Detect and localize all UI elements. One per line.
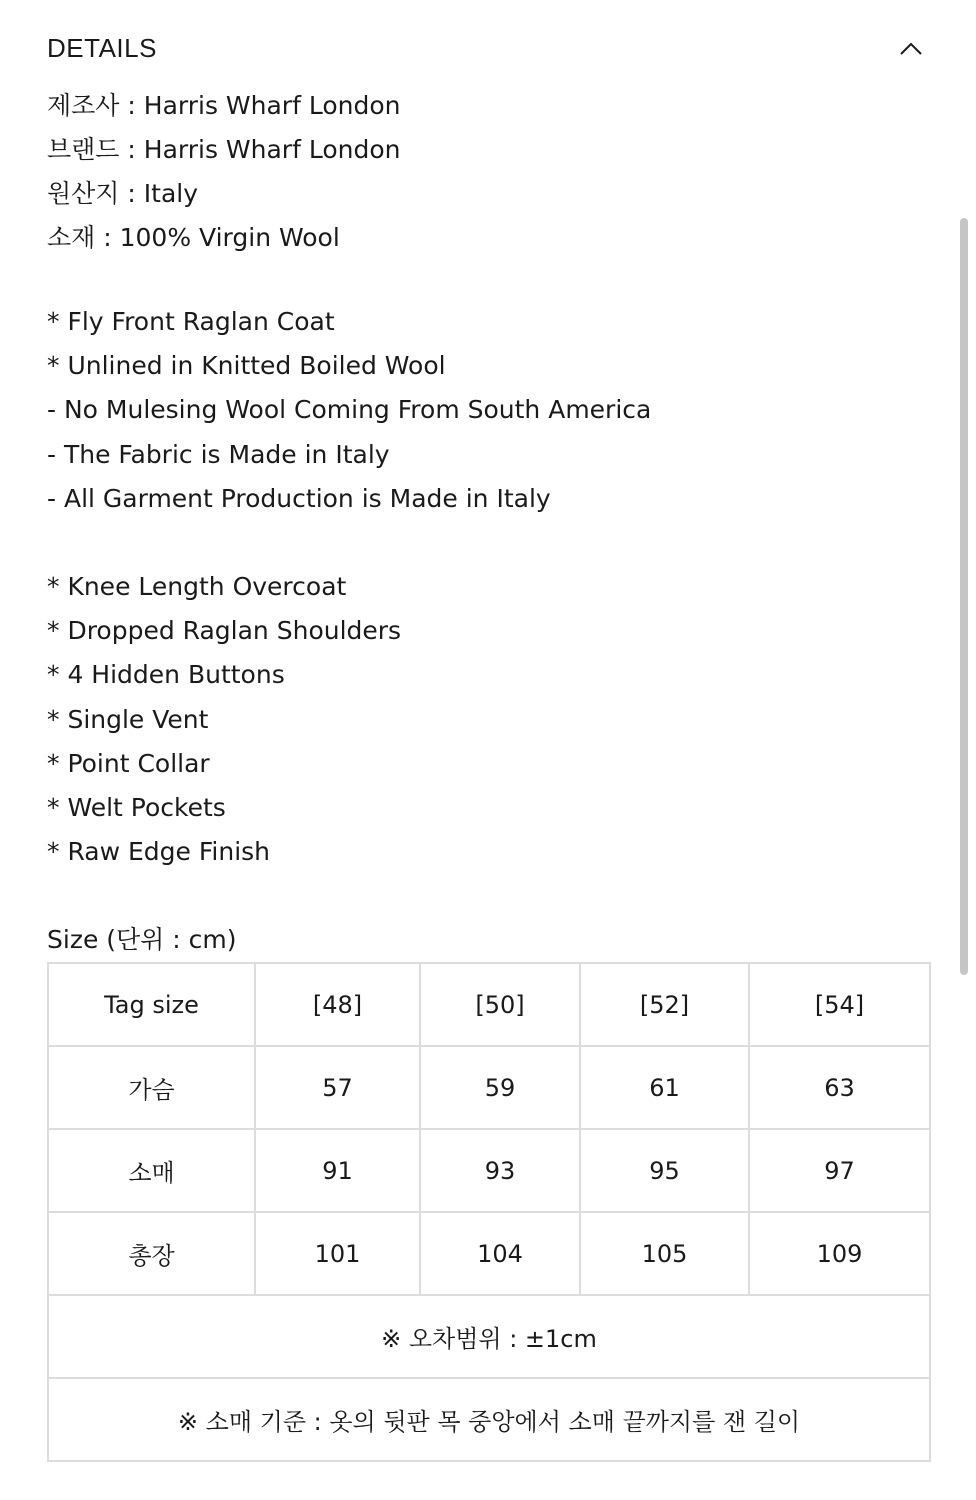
size-caption: Size (단위 : cm) xyxy=(47,925,237,954)
table-cell: 59 xyxy=(420,1046,580,1129)
note-row xyxy=(48,1295,930,1378)
header-cell: [48] xyxy=(255,963,420,1046)
details-header[interactable] xyxy=(47,30,927,66)
table-cell: 104 xyxy=(420,1212,580,1295)
table-cell: 91 xyxy=(255,1129,420,1212)
section-title: DETAILS xyxy=(47,33,157,63)
table-cell: 101 xyxy=(255,1212,420,1295)
feature-line: * Knee Length Overcoat xyxy=(47,572,347,601)
table-row xyxy=(48,1129,930,1212)
header-cell: Tag size xyxy=(48,963,255,1046)
table-cell: 63 xyxy=(749,1046,930,1129)
feature-list-1 xyxy=(47,300,651,521)
row-label-cell: 가슴 xyxy=(48,1046,255,1129)
product-meta-list xyxy=(47,84,400,260)
feature-line: - The Fabric is Made in Italy xyxy=(47,439,390,469)
header-cell: [50] xyxy=(420,963,580,1046)
feature-line: * Welt Pockets xyxy=(47,792,226,822)
feature-line: - All Garment Production is Made in Italy xyxy=(47,483,551,513)
feature-list-2 xyxy=(47,565,401,874)
header-cell: [52] xyxy=(580,963,749,1046)
table-row xyxy=(48,1046,930,1129)
sleeve-measure-note: ※ 소매 기준 : 옷의 뒷판 목 중앙에서 소매 끝까지를 잰 길이 xyxy=(48,1378,930,1461)
table-cell: 97 xyxy=(749,1129,930,1212)
table-cell: 105 xyxy=(580,1212,749,1295)
manufacturer-line: 제조사 : Harris Wharf London xyxy=(47,91,401,120)
row-label-cell: 총장 xyxy=(48,1212,255,1295)
table-row xyxy=(48,1212,930,1295)
size-table xyxy=(47,962,931,1462)
feature-line: * Point Collar xyxy=(47,748,210,778)
feature-line: * Single Vent xyxy=(47,704,209,734)
brand-line: 브랜드 : Harris Wharf London xyxy=(47,135,401,164)
feature-line: * Raw Edge Finish xyxy=(47,837,271,867)
table-cell: 95 xyxy=(580,1129,749,1212)
feature-line: * Unlined in Knitted Boiled Wool xyxy=(47,351,446,381)
row-label-cell: 소매 xyxy=(48,1129,255,1212)
material-line: 소재 : 100% Virgin Wool xyxy=(47,223,340,252)
chevron-up-icon[interactable] xyxy=(895,34,927,62)
feature-line: * Fly Front Raglan Coat xyxy=(47,307,335,336)
table-cell: 61 xyxy=(580,1046,749,1129)
feature-line: - No Mulesing Wool Coming From South America xyxy=(47,395,652,425)
tolerance-note: ※ 오차범위 : ±1cm xyxy=(48,1295,930,1378)
table-cell: 109 xyxy=(749,1212,930,1295)
table-cell: 57 xyxy=(255,1046,420,1129)
note-row xyxy=(48,1378,930,1461)
scrollbar-thumb[interactable] xyxy=(960,218,968,975)
feature-line: * Dropped Raglan Shoulders xyxy=(47,616,402,646)
collapse-toggle-button[interactable] xyxy=(895,34,927,62)
origin-line: 원산지 : Italy xyxy=(47,179,199,208)
table-cell: 93 xyxy=(420,1129,580,1212)
header-cell: [54] xyxy=(749,963,930,1046)
size-header-row xyxy=(48,963,930,1046)
feature-line: * 4 Hidden Buttons xyxy=(47,660,285,690)
